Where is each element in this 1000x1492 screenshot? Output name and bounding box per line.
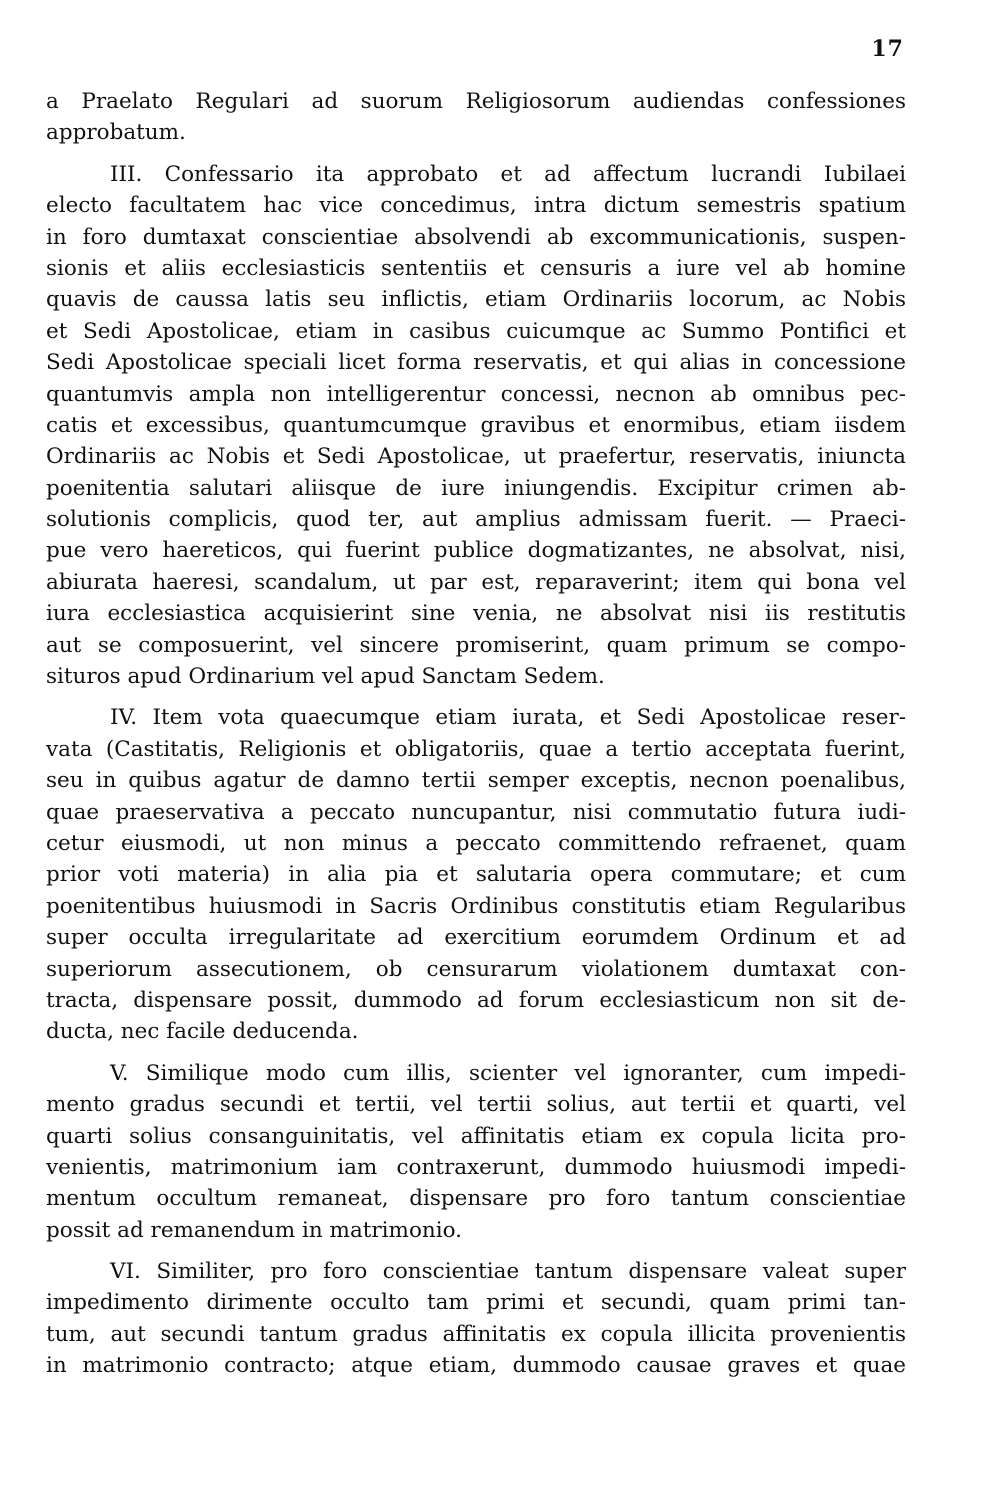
text-line: a Praelato Regulari ad suorum Religiosorum audiendas confessiones [46,89,906,114]
text-line: poenitentibus huiusmodi in Sacris Ordinibus constitutis etiam Regularibus [46,893,906,919]
text-line: tum, aut secundi tantum gradus affinitatis ex copula illicita provenientis [46,1321,906,1347]
text-line: solutionis complicis, quod ter, aut amplius admissam fuerit. — Praeci- [46,507,906,533]
text-line: situros apud Ordinarium vel apud Sanctam Sedem. [46,664,605,690]
text-line: quarti solius consanguinitatis, vel affinitatis etiam ex copula licita pro- [46,1123,906,1149]
text-line: abiurata haeresi, scandalum, ut par est, reparaverint; item qui bona vel [46,569,906,595]
text-line: vata (Castitatis, Religionis et obligatoriis, quae a tertio acceptata fuerint, [46,736,906,762]
text-line: superiorum assecutionem, ob censurarum violationem dumtaxat con- [46,956,906,982]
text-line: poenitentia salutari aliisque de iure iniungendis. Excipitur crimen ab- [46,475,906,501]
text-line: tracta, dispensare possit, dummodo ad forum ecclesiasticum non sit de- [46,987,906,1013]
text-line: approbatum. [46,120,186,146]
paragraph-vi [46,1256,906,1382]
body-text [46,86,906,1392]
text-line: seu in quibus agatur de damno tertii semper exceptis, necnon poenalibus, [46,768,906,794]
text-line: mento gradus secundi et tertii, vel tertii solius, aut tertii et quarti, vel [46,1092,906,1118]
text-line: et Sedi Apostolicae, etiam in casibus cuicumque ac Summo Pontifici et [46,318,906,344]
text-line: aut se composuerint, vel sincere promiserint, quam primum se compo- [46,632,906,658]
text-line: electo facultatem hac vice concedimus, intra dictum semestris spatium [46,193,906,219]
text-line: mentum occultum remaneat, dispensare pro foro tantum conscientiae [46,1186,906,1212]
text-line: cetur eiusmodi, ut non minus a peccato committendo refraenet, quam [46,830,906,856]
text-line: quavis de caussa latis seu inflictis, etiam Ordinariis locorum, ac Nobis [46,287,906,313]
text-line: quae praeservativa a peccato nuncupantur, nisi commutatio futura iudi- [46,799,906,825]
text-line: catis et excessibus, quantumcumque gravibus et enormibus, etiam iisdem [46,412,906,438]
text-line: IV. Item vota quaecumque etiam iurata, et Sedi Apostolicae reser- [110,705,906,731]
text-line: pue vero haereticos, qui fuerint publice dogmatizantes, ne absolvat, nisi, [46,538,906,564]
paragraph-iii [46,159,906,693]
text-line: V. Similique modo cum illis, scienter vel ignoranter, cum impedi- [110,1060,906,1086]
text-line: super occulta irregularitate ad exercitium eorumdem Ordinum et ad [46,925,906,951]
text-line: impedimento dirimente occulto tam primi et secundi, quam primi tan- [46,1290,906,1316]
text-line: sionis et aliis ecclesiasticis sententiis et censuris a iure vel ab homine [46,255,906,281]
text-line: Sedi Apostolicae speciali licet forma reservatis, et qui alias in concessione [46,350,906,376]
page-number: 17 [871,36,904,62]
paragraph-iv [46,702,906,1047]
text-line: quantumvis ampla non intelligerentur concessi, necnon ab omnibus pec- [46,381,906,407]
paragraph-continuation [46,86,906,149]
text-line: in matrimonio contracto; atque etiam, dummodo causae graves et quae [46,1353,906,1379]
text-line: venientis, matrimonium iam contraxerunt, dummodo huiusmodi impedi- [46,1154,906,1180]
text-line: in foro dumtaxat conscientiae absolvendi ab excommunicationis, suspen- [46,224,906,250]
text-line: III. Confessario ita approbato et ad affectum lucrandi Iubilaei [110,161,906,187]
paragraph-v [46,1058,906,1246]
text-line: possit ad remanendum in matrimonio. [46,1217,463,1243]
text-line: Ordinariis ac Nobis et Sedi Apostolicae, ut praefertur, reservatis, iniuncta [46,444,906,470]
text-line: ducta, nec facile deducenda. [46,1019,359,1045]
text-line: prior voti materia) in alia pia et salutaria opera commutare; et cum [46,862,906,888]
text-line: VI. Similiter, pro foro conscientiae tantum dispensare valeat super [110,1259,906,1285]
text-line: iura ecclesiastica acquisierint sine venia, ne absolvat nisi iis restitutis [46,601,906,627]
